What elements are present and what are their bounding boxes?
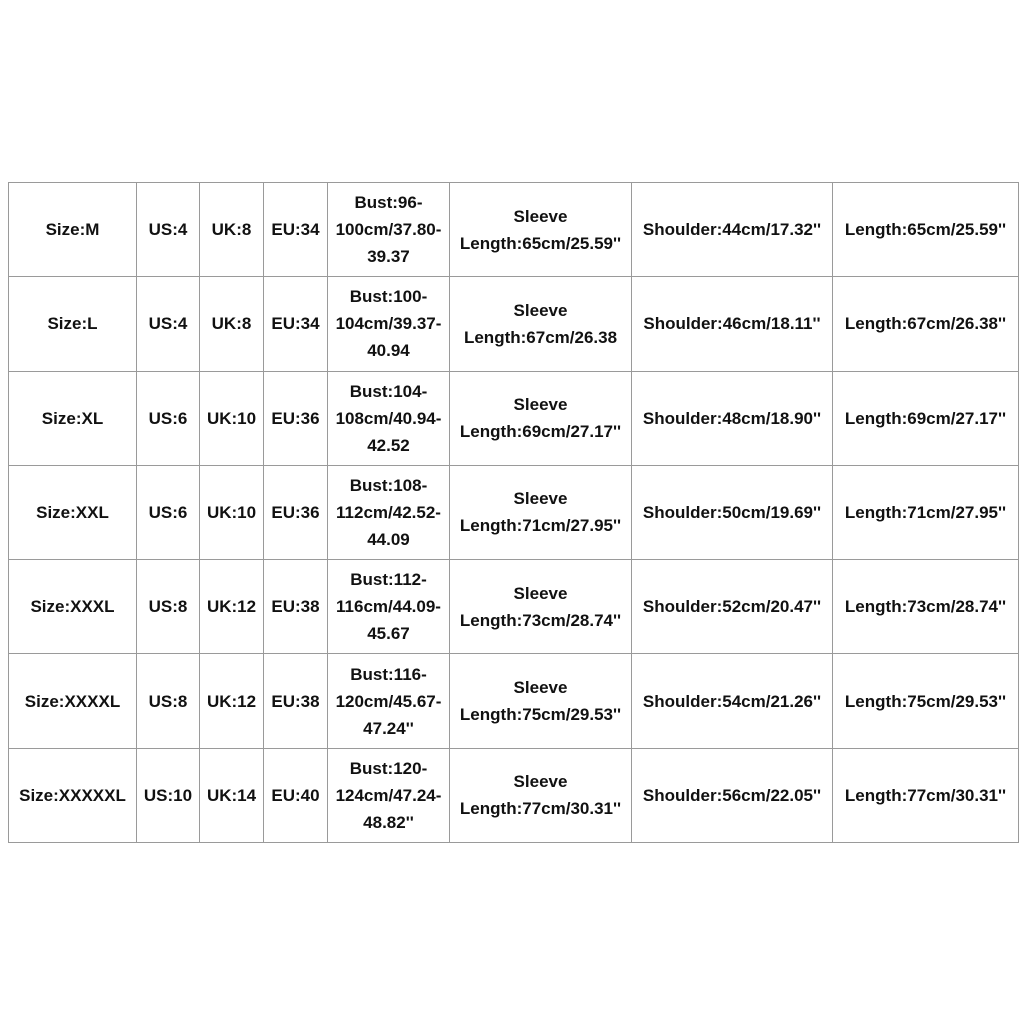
shoulder-cell: Shoulder:50cm/19.69'' — [632, 465, 833, 559]
sleeve-line: Length:77cm/30.31'' — [459, 799, 622, 819]
size-cell: Size:M — [9, 183, 137, 277]
shoulder-cell: Shoulder:48cm/18.90'' — [632, 371, 833, 465]
size-chart-table — [8, 182, 1019, 843]
us-size-cell: US:8 — [137, 654, 200, 748]
uk-size-cell: UK:12 — [200, 654, 264, 748]
length-cell: Length:73cm/28.74'' — [833, 560, 1019, 654]
length-cell: Length:77cm/30.31'' — [833, 748, 1019, 842]
sleeve-cell — [450, 654, 632, 748]
table-row — [9, 277, 1019, 371]
table-row — [9, 183, 1019, 277]
bust-line: Bust:96- — [354, 193, 423, 213]
bust-line: Bust:116- — [350, 664, 427, 684]
table-row — [9, 371, 1019, 465]
sleeve-line: Length:65cm/25.59'' — [459, 233, 622, 253]
table-row — [9, 654, 1019, 748]
uk-size-cell: UK:8 — [200, 277, 264, 371]
sleeve-line: Sleeve — [513, 489, 568, 509]
eu-size-cell: EU:38 — [264, 654, 328, 748]
sleeve-cell — [450, 277, 632, 371]
us-size-cell: US:6 — [137, 465, 200, 559]
bust-cell — [328, 465, 450, 559]
bust-line: Bust:100- — [349, 287, 428, 307]
bust-line: Bust:112- — [350, 570, 427, 590]
shoulder-cell: Shoulder:52cm/20.47'' — [632, 560, 833, 654]
bust-line: 45.67 — [367, 624, 410, 644]
size-cell: Size:XL — [9, 371, 137, 465]
size-cell: Size:L — [9, 277, 137, 371]
size-cell: Size:XXL — [9, 465, 137, 559]
uk-size-cell: UK:8 — [200, 183, 264, 277]
sleeve-cell — [450, 183, 632, 277]
eu-size-cell: EU:34 — [264, 277, 328, 371]
table-row — [9, 748, 1019, 842]
bust-cell — [328, 748, 450, 842]
bust-line: 104cm/39.37- — [335, 314, 442, 334]
sleeve-cell — [450, 560, 632, 654]
bust-cell — [328, 371, 450, 465]
uk-size-cell: UK:14 — [200, 748, 264, 842]
bust-line: Bust:120- — [349, 758, 428, 778]
size-cell: Size:XXXXXL — [9, 748, 137, 842]
us-size-cell: US:10 — [137, 748, 200, 842]
size-cell: Size:XXXL — [9, 560, 137, 654]
shoulder-cell: Shoulder:44cm/17.32'' — [632, 183, 833, 277]
sleeve-line: Length:71cm/27.95'' — [459, 516, 622, 536]
table-row — [9, 560, 1019, 654]
eu-size-cell: EU:40 — [264, 748, 328, 842]
bust-cell — [328, 654, 450, 748]
length-cell: Length:69cm/27.17'' — [833, 371, 1019, 465]
bust-cell — [328, 183, 450, 277]
shoulder-cell: Shoulder:46cm/18.11'' — [632, 277, 833, 371]
sleeve-line: Length:67cm/26.38 — [463, 327, 618, 347]
us-size-cell: US:8 — [137, 560, 200, 654]
bust-line: 48.82'' — [363, 812, 414, 832]
sleeve-line: Sleeve — [513, 206, 568, 226]
uk-size-cell: UK:10 — [200, 465, 264, 559]
sleeve-cell — [450, 748, 632, 842]
bust-line: 47.24'' — [363, 718, 414, 738]
bust-line: 116cm/44.09- — [336, 597, 441, 617]
bust-line: 42.52 — [367, 435, 410, 455]
bust-line: 124cm/47.24- — [335, 785, 442, 805]
sleeve-line: Sleeve — [513, 678, 568, 698]
bust-line: 40.94 — [367, 341, 410, 361]
size-cell: Size:XXXXL — [9, 654, 137, 748]
sleeve-cell — [450, 371, 632, 465]
shoulder-cell: Shoulder:56cm/22.05'' — [632, 748, 833, 842]
length-cell: Length:71cm/27.95'' — [833, 465, 1019, 559]
eu-size-cell: EU:38 — [264, 560, 328, 654]
length-cell: Length:67cm/26.38'' — [833, 277, 1019, 371]
bust-line: Bust:108- — [349, 475, 428, 495]
bust-line: 112cm/42.52- — [336, 502, 441, 522]
uk-size-cell: UK:10 — [200, 371, 264, 465]
sleeve-line: Sleeve — [513, 395, 568, 415]
eu-size-cell: EU:36 — [264, 371, 328, 465]
shoulder-cell: Shoulder:54cm/21.26'' — [632, 654, 833, 748]
bust-line: 108cm/40.94- — [335, 408, 442, 428]
us-size-cell: US:4 — [137, 277, 200, 371]
table-row — [9, 465, 1019, 559]
sleeve-line: Length:69cm/27.17'' — [459, 422, 622, 442]
sleeve-line: Sleeve — [513, 583, 568, 603]
us-size-cell: US:4 — [137, 183, 200, 277]
sleeve-line: Sleeve — [513, 772, 568, 792]
sleeve-line: Length:75cm/29.53'' — [459, 705, 622, 725]
bust-cell — [328, 277, 450, 371]
eu-size-cell: EU:34 — [264, 183, 328, 277]
sleeve-line: Sleeve — [513, 300, 568, 320]
bust-cell — [328, 560, 450, 654]
bust-line: 120cm/45.67- — [335, 691, 442, 711]
bust-line: 100cm/37.80- — [335, 220, 442, 240]
length-cell: Length:65cm/25.59'' — [833, 183, 1019, 277]
eu-size-cell: EU:36 — [264, 465, 328, 559]
bust-line: 39.37 — [367, 247, 410, 267]
length-cell: Length:75cm/29.53'' — [833, 654, 1019, 748]
uk-size-cell: UK:12 — [200, 560, 264, 654]
us-size-cell: US:6 — [137, 371, 200, 465]
bust-line: 44.09 — [367, 529, 410, 549]
sleeve-cell — [450, 465, 632, 559]
sleeve-line: Length:73cm/28.74'' — [459, 610, 622, 630]
bust-line: Bust:104- — [349, 381, 428, 401]
